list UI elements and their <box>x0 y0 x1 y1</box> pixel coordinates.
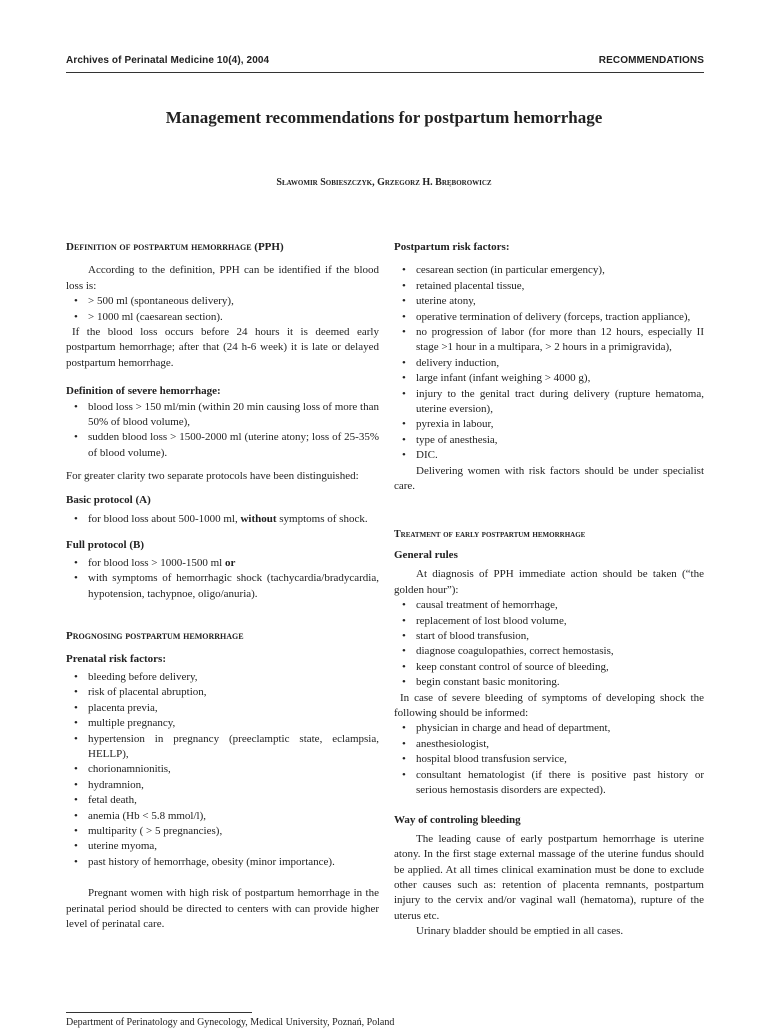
bullet-icon: • <box>402 629 406 642</box>
definition-intro: According to the definition, PPH can be identified if the blood loss is: <box>66 264 379 292</box>
bullet-icon: • <box>74 670 78 683</box>
list-item: • for blood loss about 500-1000 ml, without symptoms of shock. <box>66 512 379 527</box>
bullet-icon: • <box>74 572 78 585</box>
list-item: • > 1000 ml (caesarean section). <box>66 310 379 325</box>
bullet-icon: • <box>402 418 406 431</box>
list-item: • replacement of lost blood volume, <box>394 614 704 629</box>
list-item: • retained placental tissue, <box>394 279 704 294</box>
general-list <box>394 598 704 690</box>
list-item: • chorionamnionitis, <box>66 762 379 777</box>
list-item: • start of blood transfusion, <box>394 629 704 644</box>
bullet-icon: • <box>74 732 78 745</box>
definition-heading: Definition of postpartum hemorrhage (PPH) <box>66 241 284 253</box>
basic-list <box>66 512 379 527</box>
list-item: • sudden blood loss > 1500-2000 ml (uterine atony; loss of 25-35% of blood volume). <box>74 431 379 459</box>
bullet-icon: • <box>74 763 78 776</box>
list-item: • large infant (infant weighing > 4000 g), <box>394 371 704 386</box>
treatment-heading: Treatment of early postpartum hemorrhage <box>394 528 586 540</box>
general-intro: At diagnosis of PPH immediate action should be taken (“the golden hour”): <box>394 568 704 596</box>
bullet-icon: • <box>74 717 78 730</box>
bullet-icon: • <box>74 400 78 413</box>
bullet-icon: • <box>402 676 406 689</box>
list-item: • consultant hematologist (if there is positive past history or serious hemostasis disorders are expected). <box>402 768 704 796</box>
list-item: • operative termination of delivery (forceps, traction appliance), <box>394 310 704 325</box>
severe-heading: Definition of severe hemorrhage: <box>66 385 221 398</box>
list-item: • anesthesiologist, <box>394 737 704 752</box>
running-head <box>66 55 704 66</box>
header-rule <box>66 72 704 73</box>
list-item: • hypertension in pregnancy (preeclamptic state, eclampsia, HELLP), <box>74 732 379 760</box>
prenatal-heading: Prenatal risk factors: <box>66 652 166 665</box>
list-item: • uterine atony, <box>394 294 704 309</box>
list-item: • for blood loss > 1000-1500 ml or <box>66 556 379 571</box>
list-item: • begin constant basic monitoring. <box>394 675 704 690</box>
bullet-icon: • <box>402 660 406 673</box>
list-item: • cesarean section (in particular emergency), <box>394 263 704 278</box>
bullet-icon: • <box>402 599 406 612</box>
full-protocol-heading: Full protocol (B) <box>66 538 145 551</box>
bullet-icon: • <box>402 295 406 308</box>
bullet-icon: • <box>74 855 78 868</box>
bullet-icon: • <box>74 513 78 526</box>
delivering-text: Delivering women with risk factors should be under specialist care. <box>394 464 704 493</box>
list-item: • blood loss > 150 ml/min (within 20 min causing loss of more than 50% of blood volume), <box>74 400 379 429</box>
bullet-icon: • <box>74 686 78 699</box>
bullet-icon: • <box>402 372 406 385</box>
article-title: Management recommendations for postpartum hemorrhage <box>165 108 603 127</box>
bullet-icon: • <box>402 737 406 750</box>
list-item: • anemia (Hb < 5.8 mmol/l), <box>66 809 379 824</box>
list-item: • hospital blood transfusion service, <box>394 752 704 767</box>
bullet-icon: • <box>402 449 406 462</box>
left-column <box>66 240 379 932</box>
list-item: • DIC. <box>394 448 704 463</box>
shock-text: In case of severe bleeding of symptoms of developing shock the following should be informed: <box>394 691 704 719</box>
definition-list <box>66 294 379 325</box>
list-item: • no progression of labor (for more than 12 hours, especially II stage >1 hour in a multipara, > 2 hours in a primigravida), <box>402 326 704 354</box>
bullet-icon: • <box>74 295 78 308</box>
list-item: • physician in charge and head of department, <box>394 721 704 736</box>
full-list <box>66 556 379 602</box>
bullet-icon: • <box>74 310 78 323</box>
controlling-heading: Way of controling bleeding <box>394 814 521 827</box>
bullet-icon: • <box>402 326 406 339</box>
list-item: • hydramnion, <box>66 778 379 793</box>
severe-list <box>66 400 379 462</box>
journal-citation: Archives of Perinatal Medicine 10(4), 2004 <box>66 55 270 66</box>
general-rules-heading: General rules <box>394 548 458 561</box>
controlling-text: The leading cause of early postpartum hemorrhage is uterine atony. In the first stage external massage of the uterine fundus should be applied. At all times clinical examination must be done to exclude other causes such as: retention of placenta remnants, postpartum injury to the cervix and/or vaginal wall (hematoma), rupture of the uterus etc. <box>394 832 704 922</box>
bullet-icon: • <box>74 556 78 569</box>
bullet-icon: • <box>74 778 78 791</box>
bullet-icon: • <box>402 433 406 446</box>
list-item: • multiparity ( > 5 pregnancies), <box>66 824 379 839</box>
bullet-icon: • <box>402 356 406 369</box>
bullet-icon: • <box>402 387 406 400</box>
footnote: Department of Perinatology and Gynecology, Medical University, Poznań, Poland <box>66 1017 395 1028</box>
bullet-icon: • <box>74 701 78 714</box>
bullet-icon: • <box>74 840 78 853</box>
list-item: • risk of placental abruption, <box>66 685 379 700</box>
bullet-icon: • <box>402 310 406 323</box>
pregnant-women-text: Pregnant women with high risk of postpartum hemorrhage in the perinatal period should be directed to centers with can provide higher level of perinatal care. <box>66 887 379 931</box>
footnote-rule <box>66 1012 252 1013</box>
list-item: • past history of hemorrhage, obesity (minor importance). <box>66 855 379 870</box>
list-item: • uterine myoma, <box>66 839 379 854</box>
list-item: • with symptoms of hemorrhagic shock (tachycardia/bradycardia, hypotension, tachypnoe, oligo/anuria). <box>74 572 379 600</box>
list-item: • diagnose coagulopathies, correct hemostasis, <box>394 644 704 659</box>
list-item: • type of anesthesia, <box>394 433 704 448</box>
bullet-icon: • <box>74 825 78 837</box>
list-item: • placenta previa, <box>66 701 379 716</box>
list-item: • bleeding before delivery, <box>66 670 379 685</box>
list-item: • fetal death, <box>66 793 379 808</box>
bullet-icon: • <box>74 431 78 444</box>
bullet-icon: • <box>402 753 406 766</box>
postpartum-heading: Postpartum risk factors: <box>394 241 510 253</box>
list-item: • pyrexia in labour, <box>394 417 704 432</box>
list-item: • causal treatment of hemorrhage, <box>394 598 704 613</box>
bullet-icon: • <box>74 794 78 807</box>
authors-text: Sławomir Sobieszczyk, Grzegorz H. Bręborowicz <box>276 177 492 188</box>
prenatal-list <box>66 670 379 870</box>
definition-after: If the blood loss occurs before 24 hours it is deemed early postpartum hemorrhage; after that (24 h-6 week) it is late or delayed postpartum hemorrhage. <box>66 326 379 369</box>
list-item: • multiple pregnancy, <box>66 716 379 731</box>
bullet-icon: • <box>402 279 406 292</box>
right-column <box>394 240 704 940</box>
prognosing-heading: Prognosing postpartum hemorrhage <box>66 630 244 643</box>
clarity-text: For greater clarity two separate protocols have been distinguished: <box>66 470 359 483</box>
basic-protocol-heading: Basic protocol (A) <box>66 493 151 506</box>
bullet-icon: • <box>402 645 406 658</box>
authors <box>0 177 768 188</box>
section-label: RECOMMENDATIONS <box>598 55 704 66</box>
list-item: • > 500 ml (spontaneous delivery), <box>66 294 379 309</box>
bullet-icon: • <box>402 768 406 781</box>
list-item: • injury to the genital tract during delivery (rupture hematoma, uterine eversion), <box>402 387 704 416</box>
bullet-icon: • <box>74 809 78 822</box>
list-item: • keep constant control of source of bleeding, <box>394 660 704 675</box>
bullet-icon: • <box>402 614 406 627</box>
list-item: • delivery induction, <box>394 356 704 371</box>
inform-list <box>394 721 704 798</box>
bullet-icon: • <box>402 722 406 735</box>
postpartum-list <box>394 263 704 463</box>
bladder-text: Urinary bladder should be emptied in all cases. <box>416 925 624 938</box>
bullet-icon: • <box>402 264 406 277</box>
